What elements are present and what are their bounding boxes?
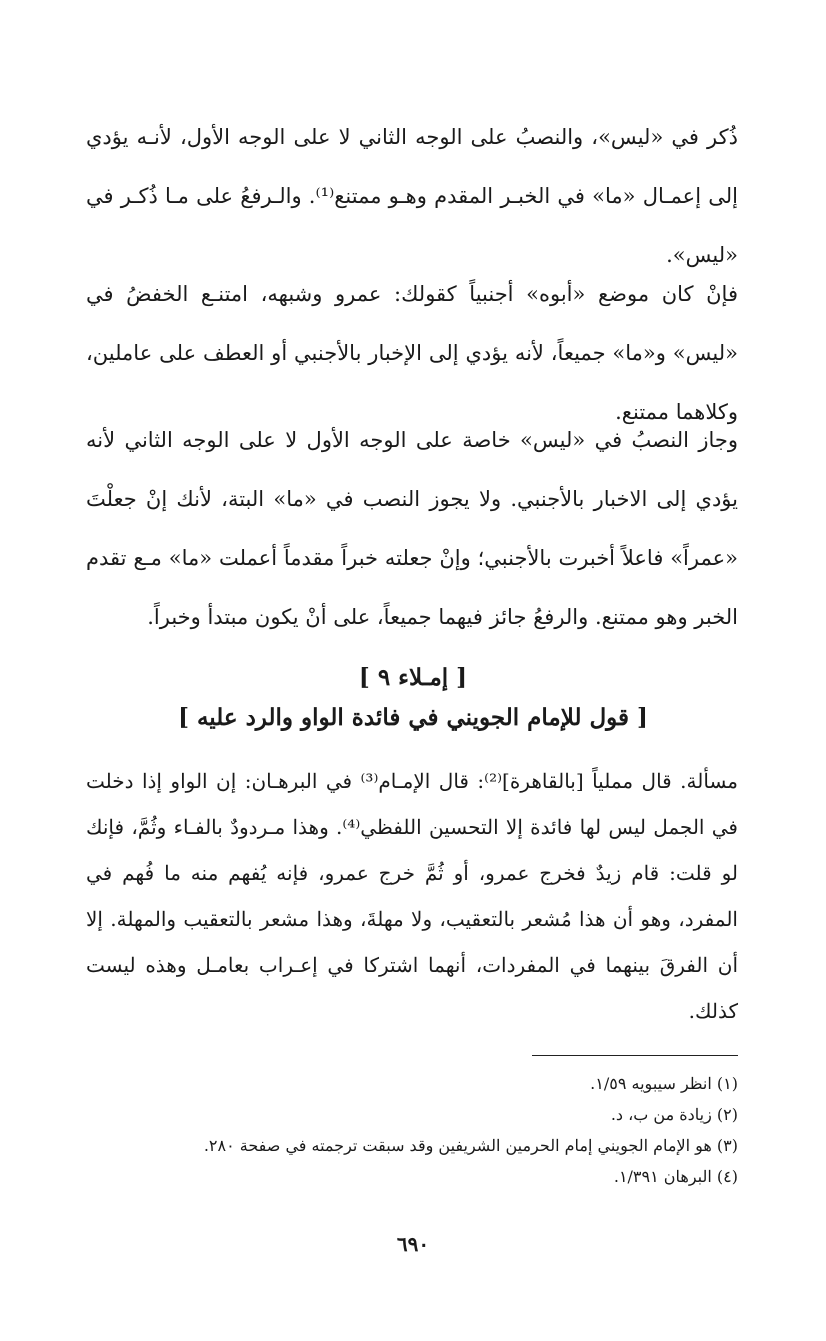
paragraph-4-text: مسألة. قال مملياً [بالقاهرة]⁽²⁾: قال الإمـام⁽³⁾ في البرهـان: إن الواو إذا دخلت في الجمل ليس لها فائدة إلا التحسين اللفظي⁽⁴⁾. وهذا مـردودٌ بالفـاء وثُمَّ، فإنك لو قلت: قام زيدٌ فخرج عمرو، أو ثُمَّ خرج عمرو، فإنه يُفهم منه ما فُهم في المفرد، وهو أن هذا مُشعر بالتعقيب، ولا مهلةَ، وهذا مشعر بالتعقيب والمهلة. إلا أن الفرقَ بينهما في المفردات، أنهما اشتركا في إعـراب بعامـل وهذه ليست كذلك. <box>86 769 738 1023</box>
footnote-4: (٤) البرهان ١/٣٩١. <box>613 1167 738 1186</box>
paragraph-3 <box>86 411 738 647</box>
section-title-heading: [ قول للإمام الجويني في فائدة الواو والرد عليه ] <box>178 704 648 731</box>
footnote-3: (٣) هو الإمام الجويني إمام الحرمين الشريفين وقد سبقت ترجمته في صفحة ٢٨٠. <box>203 1136 738 1155</box>
imla-heading: [ إمـلاء ٩ ] <box>358 664 468 691</box>
footnote-1: (١) انظر سيبويه ١/٥٩. <box>590 1074 738 1093</box>
paragraph-2-text: فإنْ كان موضع «أبوه» أجنبياً كقولك: عمرو وشبهه، امتنـع الخفضُ في «ليس» و«ما» جميعاً، لأنه يؤدي إلى الإخبار بالأجنبي أو العطف على عاملين، وكلاهما ممتنع. <box>86 282 738 424</box>
paragraph-1-text: ذُكر في «ليس»، والنصبُ على الوجه الثاني لا على الوجه الأول، لأنـه يؤدي إلى إعمـال «ما» في الخبـر المقدم وهـو ممتنع⁽¹⁾. والـرفعُ على مـا ذُكـر في «ليس». <box>86 125 738 267</box>
paragraph-3-text: وجاز النصبُ في «ليس» خاصة على الوجه الأول لا على الوجه الثاني لأنه يؤدي إلى الاخبار بالأجنبي. ولا يجوز النصب في «ما» البتة، لأنك إنْ جعلْتَ «عمراً» فاعلاً أخبرت بالأجنبي؛ وإنْ جعلته خبراً مقدماً أعملت «ما» مـع تقدم الخبر وهو ممتنع. والرفعُ جائز فيهما جميعاً، على أنْ يكون مبتدأ وخبراً. <box>86 428 738 629</box>
page-number: ٦٩٠ <box>396 1232 430 1256</box>
footnote-2: (٢) زيادة من ب، د. <box>610 1105 738 1124</box>
footnotes <box>86 1068 738 1192</box>
paragraph-1 <box>86 108 738 285</box>
footnote-divider <box>532 1055 738 1056</box>
paragraph-4 <box>86 758 738 1034</box>
